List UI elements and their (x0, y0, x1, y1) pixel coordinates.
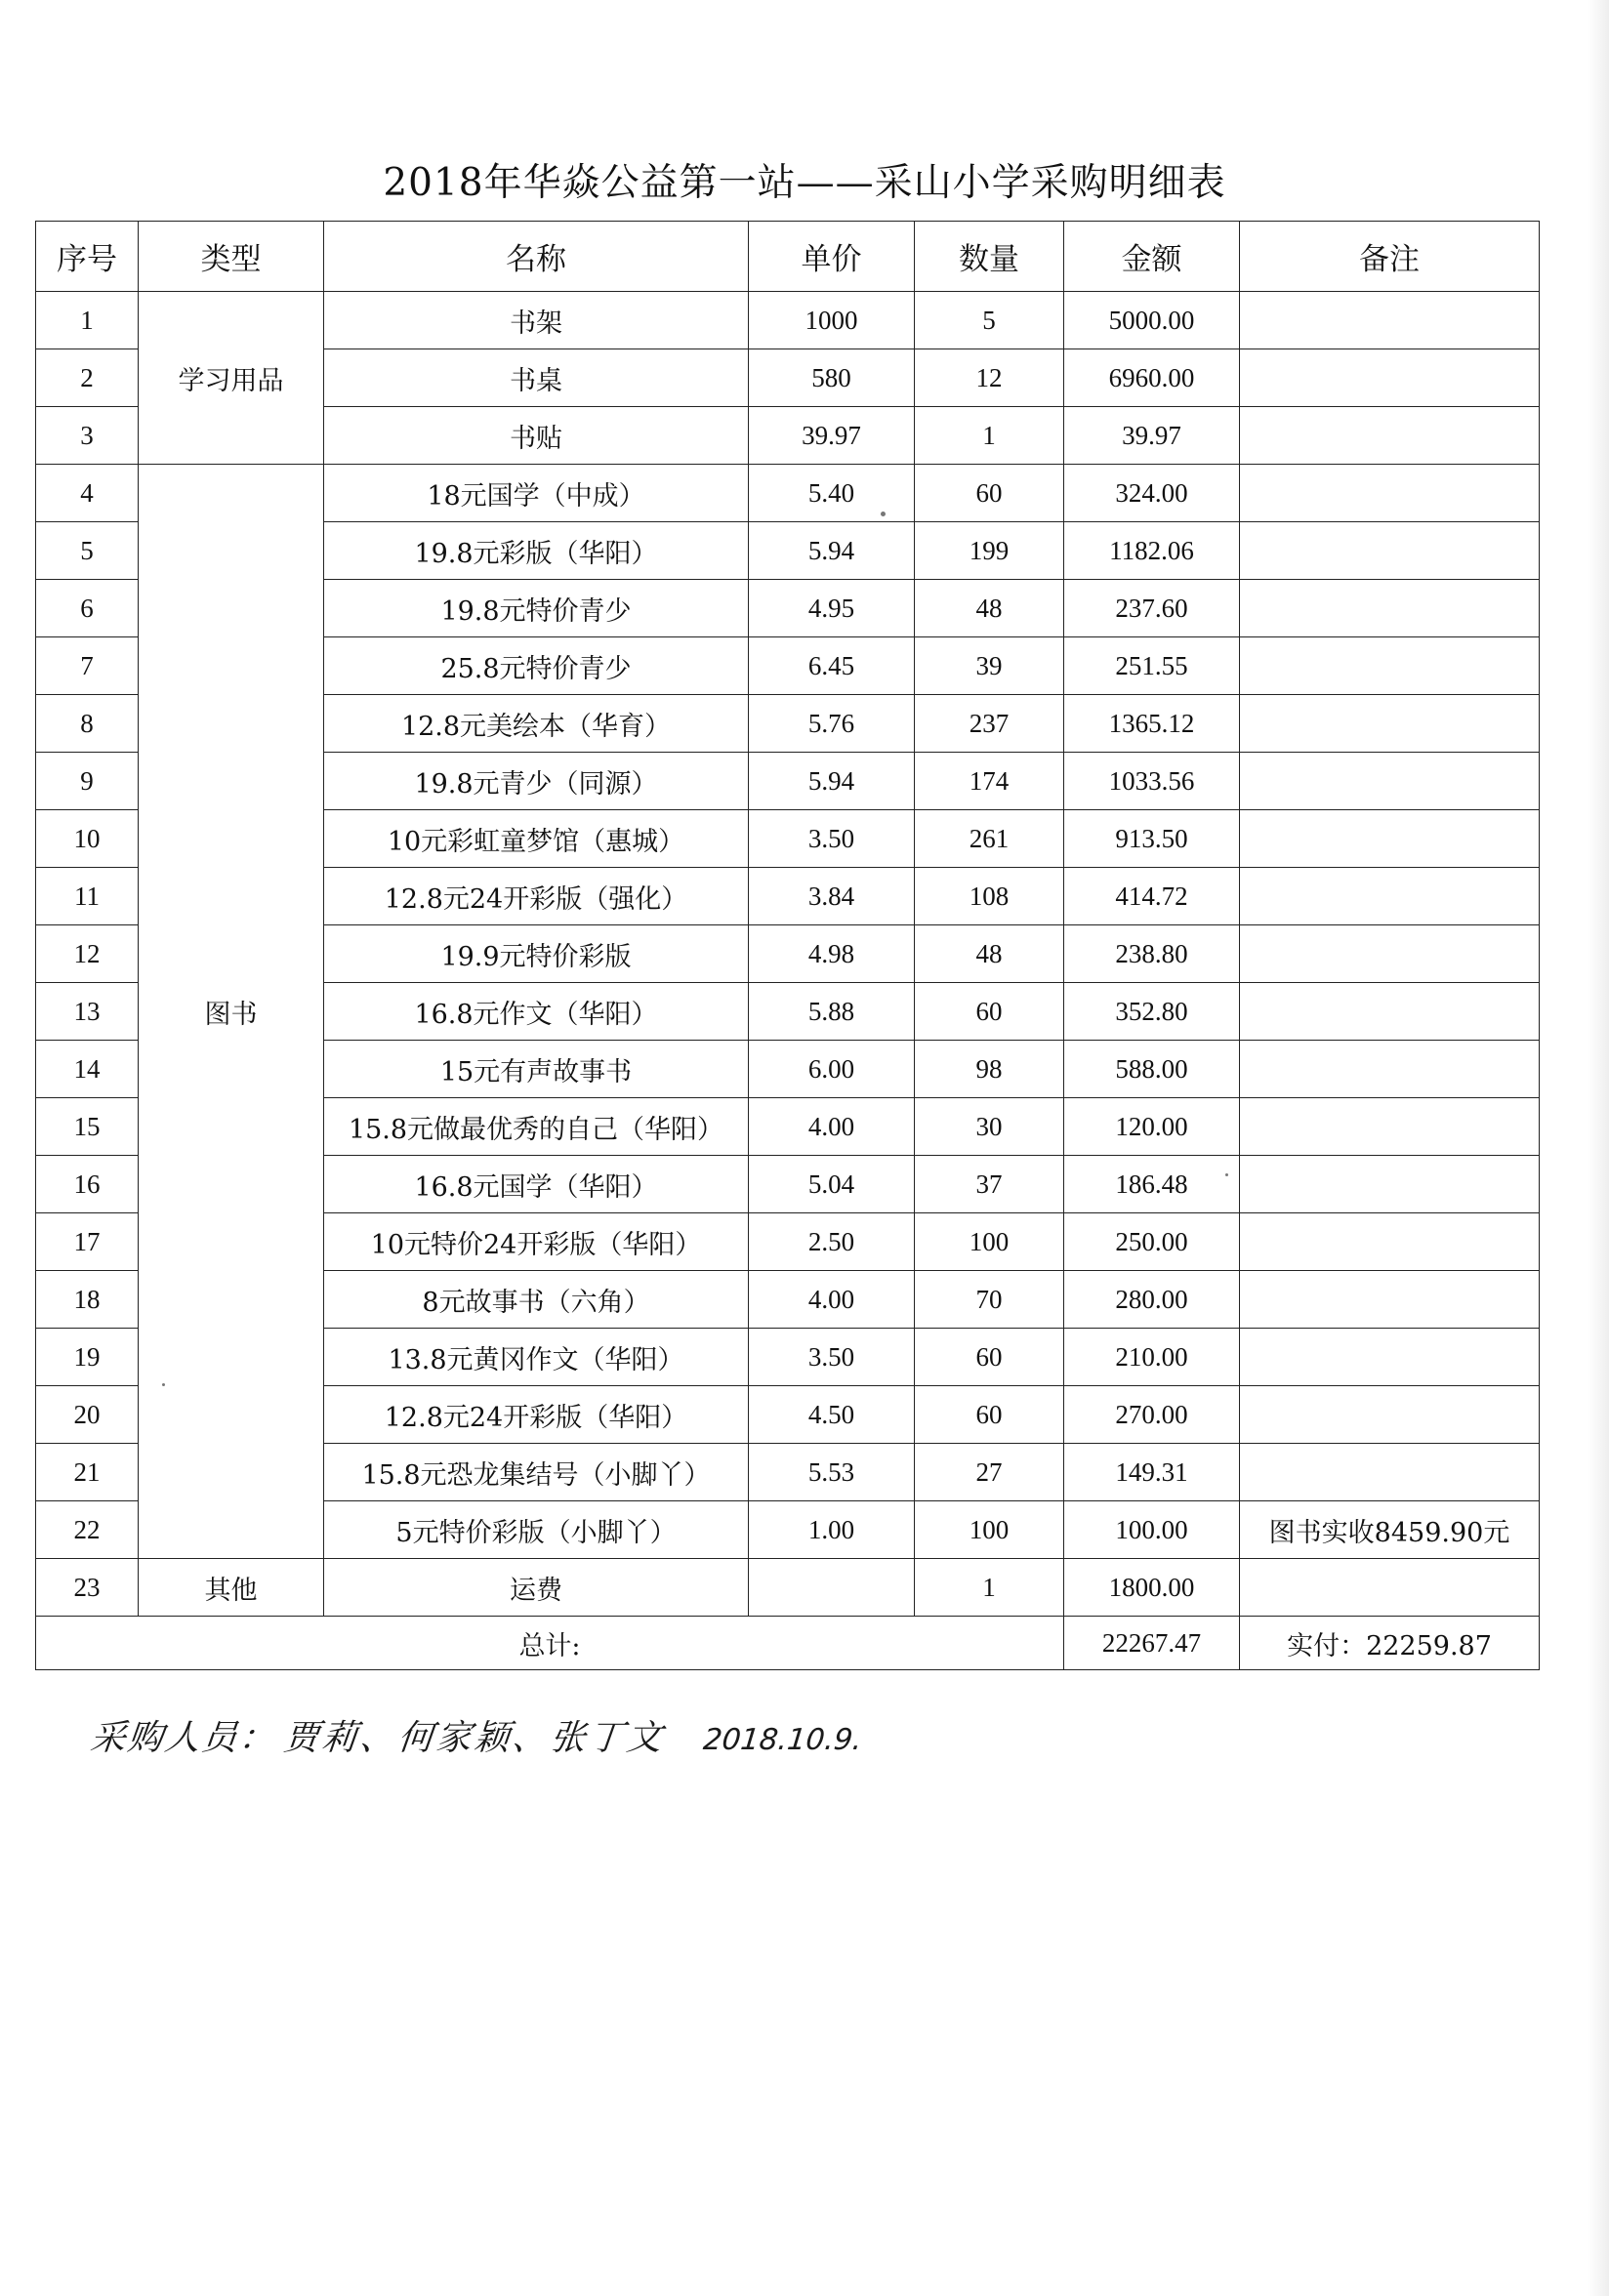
cell-name: 18元国学（中成） (324, 465, 749, 522)
cell-amount: 186.48 (1064, 1156, 1240, 1213)
category-cell-other: 其他 (139, 1559, 324, 1617)
cell-qty: 30 (915, 1098, 1064, 1156)
cell-note (1240, 522, 1540, 580)
cell-price: 5.76 (749, 695, 915, 753)
header-cell-qty: 数量 (915, 222, 1064, 292)
cell-name: 10元彩虹童梦馆（惠城） (324, 810, 749, 868)
cell-name: 19.8元青少（同源） (324, 753, 749, 810)
cell-no: 19 (36, 1329, 139, 1386)
cell-name: 25.8元特价青少 (324, 637, 749, 695)
header-cell-note: 备注 (1240, 222, 1540, 292)
cell-qty: 100 (915, 1501, 1064, 1559)
cell-name: 书贴 (324, 407, 749, 465)
cell-amount: 1033.56 (1064, 753, 1240, 810)
cell-name: 书桌 (324, 349, 749, 407)
cell-note (1240, 1559, 1540, 1617)
cell-amount: 120.00 (1064, 1098, 1240, 1156)
cell-amount: 39.97 (1064, 407, 1240, 465)
scan-page-edge (1588, 0, 1609, 2296)
category-cell-supplies: 学习用品 (139, 292, 324, 465)
cell-no: 9 (36, 753, 139, 810)
cell-qty: 261 (915, 810, 1064, 868)
cell-note (1240, 868, 1540, 925)
cell-note (1240, 1271, 1540, 1329)
cell-no: 14 (36, 1041, 139, 1098)
cell-note: 图书实收8459.90元 (1240, 1501, 1540, 1559)
cell-name: 12.8元美绘本（华育） (324, 695, 749, 753)
cell-no: 7 (36, 637, 139, 695)
cell-qty: 174 (915, 753, 1064, 810)
cell-amount: 352.80 (1064, 983, 1240, 1041)
cell-note (1240, 292, 1540, 349)
total-row (36, 1617, 1540, 1670)
cell-no: 20 (36, 1386, 139, 1444)
cell-price: 5.04 (749, 1156, 915, 1213)
cell-amount: 251.55 (1064, 637, 1240, 695)
cell-name: 15.8元恐龙集结号（小脚丫） (324, 1444, 749, 1501)
cell-no: 21 (36, 1444, 139, 1501)
cell-qty: 60 (915, 983, 1064, 1041)
cell-no: 6 (36, 580, 139, 637)
scan-speck (1225, 1173, 1228, 1176)
cell-price: 3.50 (749, 810, 915, 868)
cell-qty: 60 (915, 1386, 1064, 1444)
cell-note (1240, 1041, 1540, 1098)
signature-date: 2018.10.9. (701, 1723, 864, 1757)
cell-qty: 237 (915, 695, 1064, 753)
header-cell-price: 单价 (749, 222, 915, 292)
cell-price: 6.45 (749, 637, 915, 695)
cell-price: 2.50 (749, 1213, 915, 1271)
cell-amount: 324.00 (1064, 465, 1240, 522)
cell-no: 12 (36, 925, 139, 983)
cell-name: 15元有声故事书 (324, 1041, 749, 1098)
cell-note (1240, 1156, 1540, 1213)
cell-amount: 588.00 (1064, 1041, 1240, 1098)
cell-qty: 100 (915, 1213, 1064, 1271)
purchase-table (35, 221, 1540, 1670)
cell-note (1240, 983, 1540, 1041)
cell-amount: 1365.12 (1064, 695, 1240, 753)
signature-label: 采购人员： (88, 1718, 278, 1758)
cell-price: 580 (749, 349, 915, 407)
cell-qty: 5 (915, 292, 1064, 349)
cell-name: 19.8元彩版（华阳） (324, 522, 749, 580)
cell-price: 5.53 (749, 1444, 915, 1501)
cell-price: 6.00 (749, 1041, 915, 1098)
cell-name: 16.8元作文（华阳） (324, 983, 749, 1041)
cell-note (1240, 637, 1540, 695)
cell-note (1240, 580, 1540, 637)
total-amount: 22267.47 (1064, 1617, 1240, 1670)
cell-no: 1 (36, 292, 139, 349)
cell-qty: 60 (915, 1329, 1064, 1386)
cell-price: 4.95 (749, 580, 915, 637)
total-label: 总计: (36, 1617, 1064, 1670)
cell-qty: 70 (915, 1271, 1064, 1329)
cell-name: 19.8元特价青少 (324, 580, 749, 637)
cell-no: 16 (36, 1156, 139, 1213)
cell-qty: 1 (915, 1559, 1064, 1617)
cell-price: 5.94 (749, 753, 915, 810)
cell-amount: 270.00 (1064, 1386, 1240, 1444)
cell-amount: 210.00 (1064, 1329, 1240, 1386)
cell-price: 5.94 (749, 522, 915, 580)
header-cell-type: 类型 (139, 222, 324, 292)
header-cell-amount: 金额 (1064, 222, 1240, 292)
cell-price: 4.50 (749, 1386, 915, 1444)
cell-amount: 6960.00 (1064, 349, 1240, 407)
cell-price: 3.84 (749, 868, 915, 925)
cell-name: 10元特价24开彩版（华阳） (324, 1213, 749, 1271)
document-title: 2018年华焱公益第一站——采山小学采购明细表 (383, 161, 1226, 205)
cell-qty: 48 (915, 580, 1064, 637)
cell-no: 5 (36, 522, 139, 580)
cell-note (1240, 349, 1540, 407)
header-row (36, 222, 1540, 292)
table-row (36, 292, 1540, 349)
cell-note (1240, 1386, 1540, 1444)
cell-name: 19.9元特价彩版 (324, 925, 749, 983)
cell-price: 4.00 (749, 1271, 915, 1329)
scan-speck (881, 512, 886, 516)
paid-amount: 实付：22259.87 (1240, 1617, 1540, 1670)
cell-price: 1.00 (749, 1501, 915, 1559)
cell-name: 12.8元24开彩版（强化） (324, 868, 749, 925)
cell-no: 13 (36, 983, 139, 1041)
cell-amount: 100.00 (1064, 1501, 1240, 1559)
cell-name: 运费 (324, 1559, 749, 1617)
cell-qty: 108 (915, 868, 1064, 925)
cell-amount: 414.72 (1064, 868, 1240, 925)
cell-note (1240, 753, 1540, 810)
cell-no: 22 (36, 1501, 139, 1559)
cell-note (1240, 810, 1540, 868)
cell-note (1240, 465, 1540, 522)
cell-qty: 12 (915, 349, 1064, 407)
category-cell-books: 图书 (139, 465, 324, 1559)
cell-qty: 39 (915, 637, 1064, 695)
cell-qty: 27 (915, 1444, 1064, 1501)
signature-names: 贾莉、何家颖、张丁文 (281, 1718, 667, 1758)
cell-qty: 199 (915, 522, 1064, 580)
cell-note (1240, 925, 1540, 983)
cell-price (749, 1559, 915, 1617)
cell-amount: 250.00 (1064, 1213, 1240, 1271)
cell-qty: 60 (915, 465, 1064, 522)
cell-note (1240, 1444, 1540, 1501)
cell-qty: 48 (915, 925, 1064, 983)
cell-amount: 913.50 (1064, 810, 1240, 868)
handwritten-signature (86, 1710, 1069, 1779)
cell-qty: 98 (915, 1041, 1064, 1098)
cell-name: 书架 (324, 292, 749, 349)
scan-speck (162, 1383, 165, 1386)
cell-no: 10 (36, 810, 139, 868)
cell-no: 11 (36, 868, 139, 925)
table-row (36, 1559, 1540, 1617)
cell-no: 2 (36, 349, 139, 407)
cell-note (1240, 1213, 1540, 1271)
cell-amount: 237.60 (1064, 580, 1240, 637)
cell-amount: 5000.00 (1064, 292, 1240, 349)
cell-no: 15 (36, 1098, 139, 1156)
cell-amount: 280.00 (1064, 1271, 1240, 1329)
cell-price: 1000 (749, 292, 915, 349)
cell-price: 5.88 (749, 983, 915, 1041)
cell-name: 5元特价彩版（小脚丫） (324, 1501, 749, 1559)
cell-name: 15.8元做最优秀的自己（华阳） (324, 1098, 749, 1156)
cell-no: 4 (36, 465, 139, 522)
cell-name: 13.8元黄冈作文（华阳） (324, 1329, 749, 1386)
cell-name: 16.8元国学（华阳） (324, 1156, 749, 1213)
header-cell-name: 名称 (324, 222, 749, 292)
cell-name: 12.8元24开彩版（华阳） (324, 1386, 749, 1444)
cell-no: 3 (36, 407, 139, 465)
cell-no: 18 (36, 1271, 139, 1329)
cell-note (1240, 1329, 1540, 1386)
cell-amount: 1182.06 (1064, 522, 1240, 580)
cell-price: 4.00 (749, 1098, 915, 1156)
cell-amount: 1800.00 (1064, 1559, 1240, 1617)
cell-amount: 238.80 (1064, 925, 1240, 983)
cell-no: 8 (36, 695, 139, 753)
table-row (36, 465, 1540, 522)
cell-price: 4.98 (749, 925, 915, 983)
cell-price: 5.40 (749, 465, 915, 522)
header-cell-no: 序号 (36, 222, 139, 292)
cell-amount: 149.31 (1064, 1444, 1240, 1501)
cell-price: 39.97 (749, 407, 915, 465)
cell-no: 23 (36, 1559, 139, 1617)
cell-note (1240, 407, 1540, 465)
cell-qty: 1 (915, 407, 1064, 465)
cell-note (1240, 695, 1540, 753)
cell-note (1240, 1098, 1540, 1156)
cell-qty: 37 (915, 1156, 1064, 1213)
cell-name: 8元故事书（六角） (324, 1271, 749, 1329)
cell-price: 3.50 (749, 1329, 915, 1386)
cell-no: 17 (36, 1213, 139, 1271)
